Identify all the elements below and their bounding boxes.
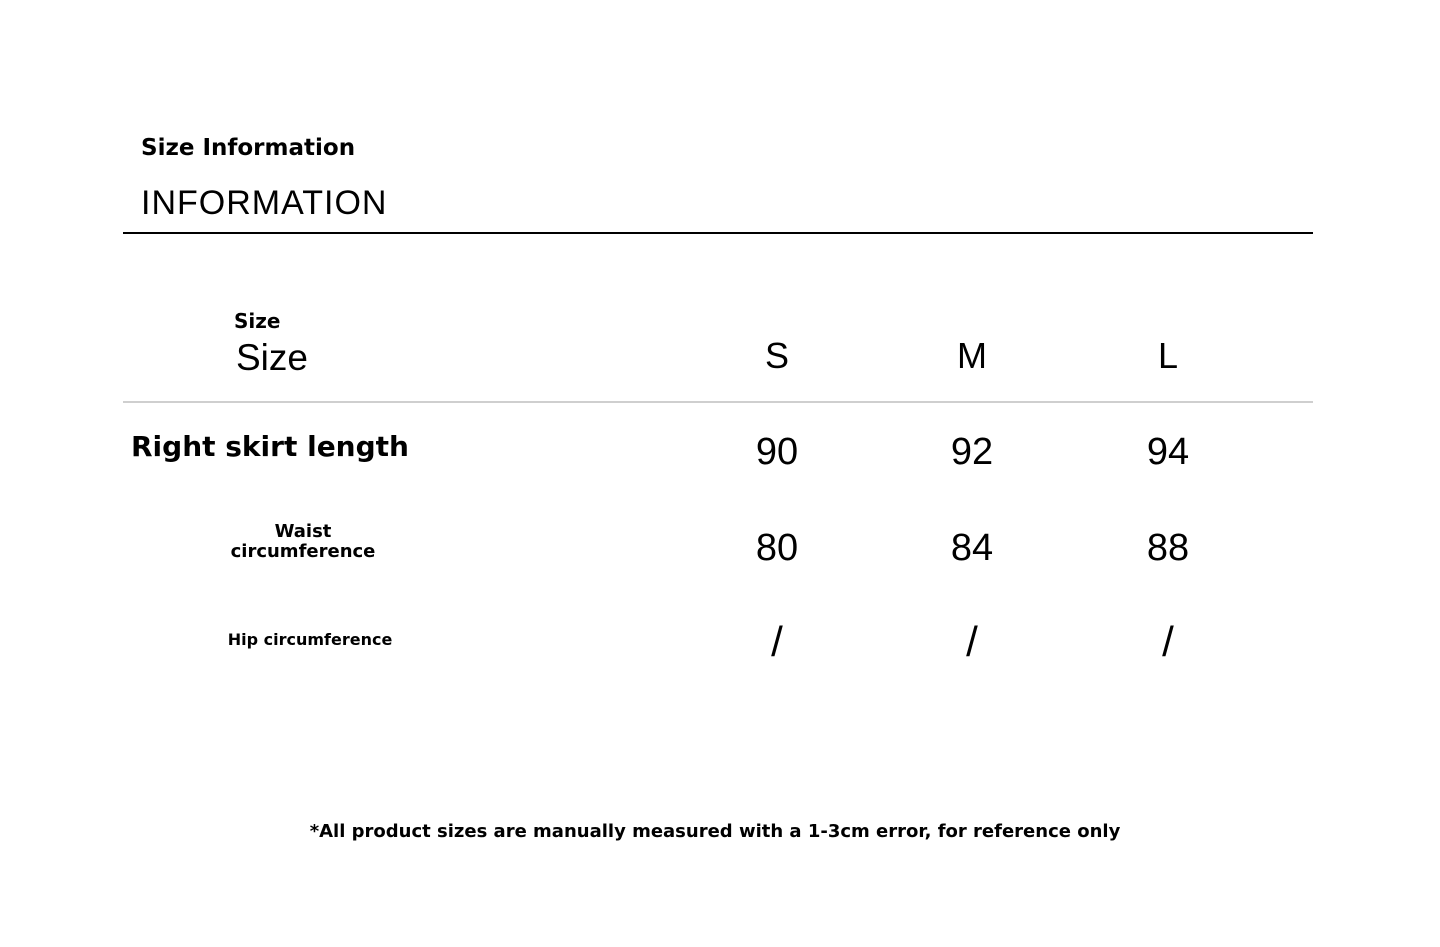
page-subtitle: INFORMATION: [141, 184, 388, 222]
size-caption: Size: [234, 309, 281, 333]
page-title: Size Information: [141, 135, 356, 161]
table-cell: 80: [755, 527, 799, 569]
row-label-hip: Hip circumference: [227, 630, 393, 649]
size-header: Size: [236, 337, 308, 378]
table-cell: 90: [755, 431, 799, 473]
table-cell: 92: [950, 431, 994, 473]
column-header-m: M: [957, 335, 987, 376]
table-cell: 94: [1146, 431, 1190, 473]
row-label-skirt-length: Right skirt length: [131, 430, 409, 463]
row-label-waist: [213, 522, 393, 562]
table-cell: /: [771, 618, 783, 665]
column-header-l: L: [1157, 335, 1179, 376]
table-cell: /: [966, 618, 978, 665]
row-label-waist-line1: Waist: [274, 521, 332, 542]
table-cell: 88: [1146, 527, 1190, 569]
row-label-waist-line2: circumference: [230, 541, 376, 562]
header-divider: [123, 232, 1313, 234]
table-header-divider: [123, 401, 1313, 403]
table-cell: 84: [950, 527, 994, 569]
column-header-s: S: [764, 335, 789, 376]
table-cell: /: [1162, 618, 1174, 665]
measurement-note: *All product sizes are manually measured with a 1-3cm error, for reference only: [309, 821, 1121, 842]
